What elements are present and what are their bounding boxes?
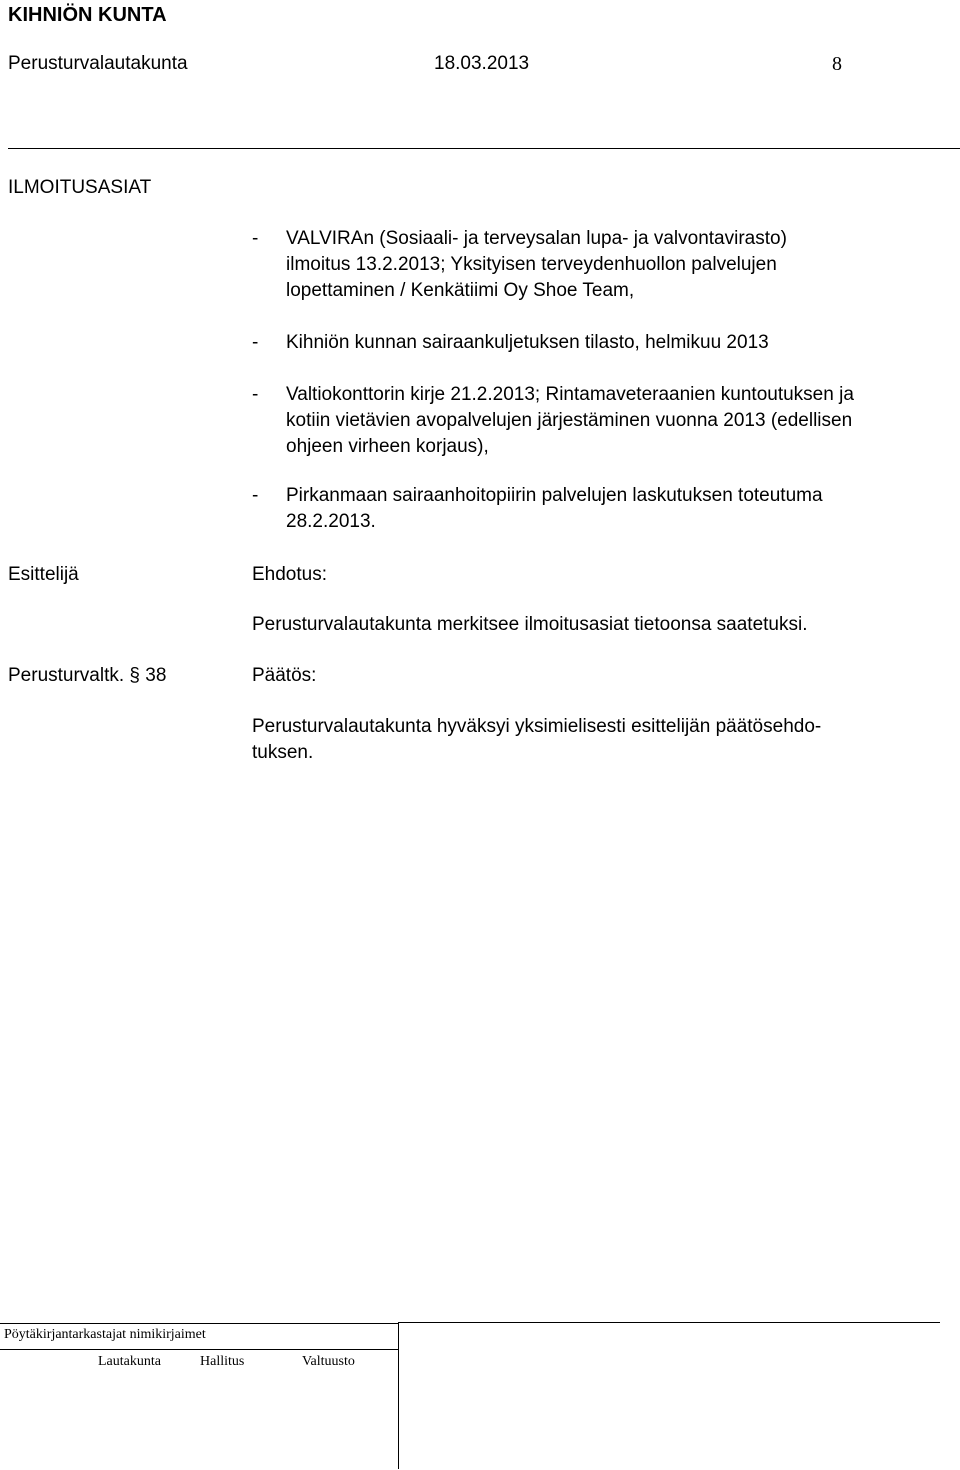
municipality-name: KIHNIÖN KUNTA	[8, 4, 167, 26]
signature-column-council: Valtuusto	[302, 1354, 355, 1369]
decision-line: Perusturvalautakunta hyväksyi yksimielisesti esittelijän päätösehdo-	[252, 716, 822, 737]
page-number: 8	[832, 53, 842, 75]
item-line: 28.2.2013.	[286, 511, 376, 532]
item-line: Valtiokonttorin kirje 21.2.2013; Rintamaveteraanien kuntoutuksen ja	[286, 384, 854, 405]
item-line: VALVIRAn (Sosiaali- ja terveysalan lupa- ja valvontavirasto)	[286, 228, 787, 249]
item-line: Kihniön kunnan sairaankuljetuksen tilasto, helmikuu 2013	[286, 332, 769, 353]
signature-box	[0, 1323, 399, 1469]
signature-columns	[0, 1349, 398, 1369]
decision-line: tuksen.	[252, 742, 314, 763]
item-line: Pirkanmaan sairaanhoitopiirin palvelujen laskutuksen toteutuma	[286, 485, 823, 506]
item-line: ohjeen virheen korjaus),	[286, 436, 489, 457]
meeting-date: 18.03.2013	[434, 53, 530, 74]
section-title: ILMOITUSASIAT	[8, 177, 152, 198]
proposal-label: Ehdotus:	[252, 564, 327, 585]
list-dash: -	[252, 384, 259, 405]
decision-text	[252, 714, 821, 766]
section-reference: Perusturvaltk. § 38	[8, 665, 167, 686]
signature-column-government: Hallitus	[200, 1354, 245, 1369]
item-line: kotiin vietävien avopalvelujen järjestäminen vuonna 2013 (edellisen	[286, 410, 853, 431]
list-dash: -	[252, 332, 259, 353]
item-line: lopettaminen / Kenkätiimi Oy Shoe Team,	[286, 280, 635, 301]
signature-column-board: Lautakunta	[98, 1354, 161, 1369]
committee-name: Perusturvalautakunta	[8, 53, 188, 74]
list-dash: -	[252, 485, 259, 506]
proposal-text: Perusturvalautakunta merkitsee ilmoitusasiat tietoonsa saatetuksi.	[252, 614, 808, 635]
header-rule	[8, 148, 960, 149]
item-line: ilmoitus 13.2.2013; Yksityisen terveydenhuollon palvelujen	[286, 254, 777, 275]
decision-label: Päätös:	[252, 665, 317, 686]
footer-rule	[398, 1322, 940, 1323]
signatures-label: Pöytäkirjantarkastajat nimikirjaimet	[4, 1327, 206, 1342]
presenter-label: Esittelijä	[8, 564, 79, 585]
list-dash: -	[252, 228, 259, 249]
